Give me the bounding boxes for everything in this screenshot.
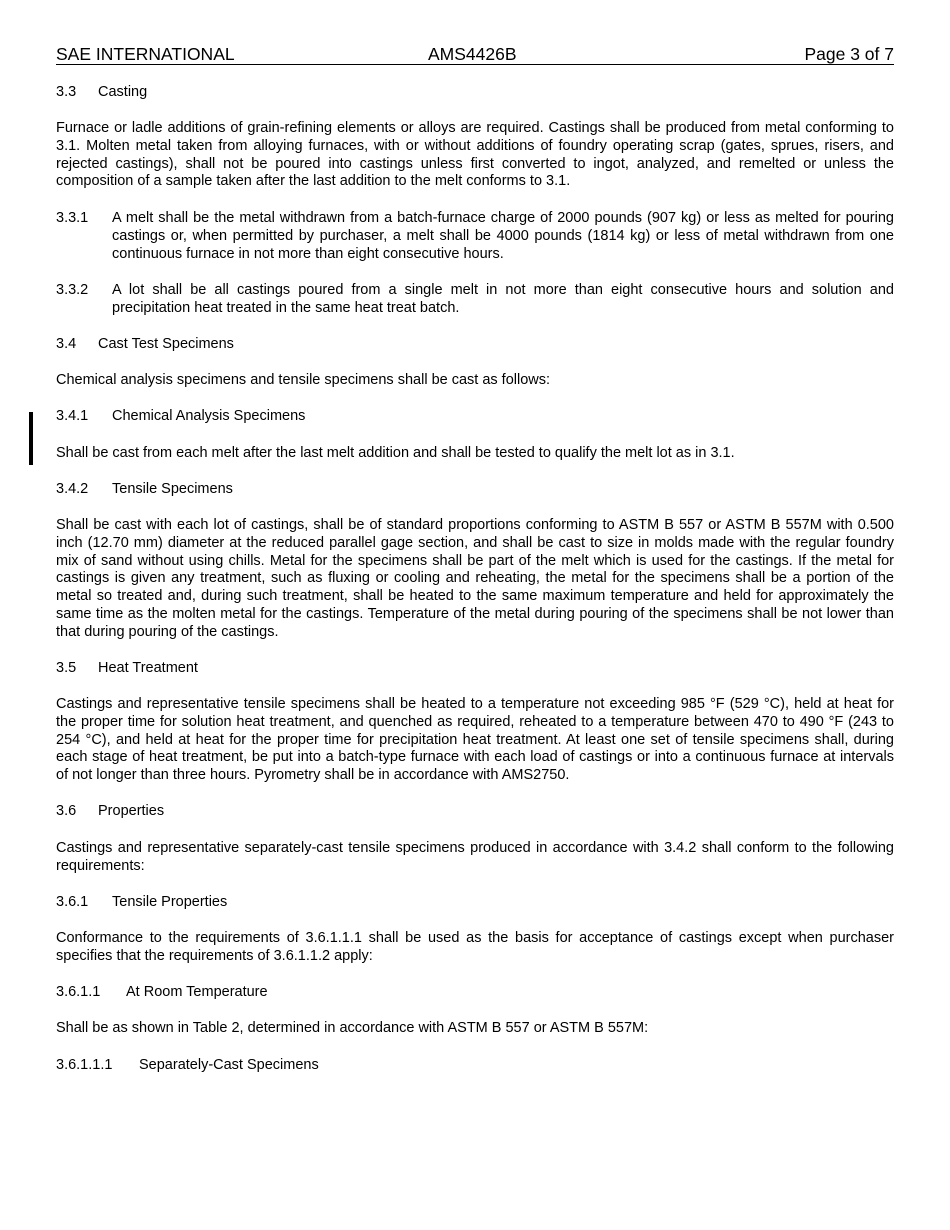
section-number: 3.3.2 bbox=[56, 282, 89, 298]
page-header bbox=[56, 44, 894, 65]
section-3-6-1-paragraph: Conformance to the requirements of 3.6.1.1.1 shall be used as the basis for acceptance of castings except when purchaser specifies that the requirements of 3.6.1.1.2 apply: bbox=[56, 930, 894, 964]
section-title: Tensile Specimens bbox=[112, 481, 233, 497]
section-number: 3.5 bbox=[56, 660, 77, 676]
section-3-5-heading bbox=[56, 660, 894, 678]
section-title: Cast Test Specimens bbox=[98, 336, 234, 352]
section-title: Chemical Analysis Specimens bbox=[112, 408, 306, 424]
section-number: 3.4.2 bbox=[56, 481, 89, 497]
section-3-4-heading bbox=[56, 336, 894, 354]
section-title: At Room Temperature bbox=[126, 984, 268, 1000]
section-3-3-heading bbox=[56, 84, 894, 102]
section-3-5-paragraph: Castings and representative tensile specimens shall be heated to a temperature not exceeding 985 °F (529 °C), held at heat for the proper time for solution heat treatment, and quenched as required, reheated to a temperature between 470 to 490 °F (243 to 254 °C), and held at heat for the proper time for precipitation heat treatment. At least one set of tensile specimens shall, during each stage of heat treatment, be put into a batch-type furnace with each load of castings or into a continuous furnace at intervals of not longer than three hours. Pyrometry shall be in accordance with AMS2750. bbox=[56, 696, 894, 784]
section-3-6-1-heading bbox=[56, 894, 894, 912]
header-page-number: Page 3 of 7 bbox=[804, 44, 894, 64]
section-number: 3.6.1.1.1 bbox=[56, 1057, 113, 1073]
section-title: Casting bbox=[98, 84, 148, 100]
section-3-3-1-paragraph: A melt shall be the metal withdrawn from a batch-furnace charge of 2000 pounds (907 kg) or less as melted for pouring castings or, when permitted by purchaser, a melt shall be 4000 pounds (1814 kg) or less of metal withdrawn from one continuous furnace in not more than eight consecutive hours. bbox=[112, 210, 894, 262]
section-3-6-1-1-paragraph: Shall be as shown in Table 2, determined in accordance with ASTM B 557 or ASTM B 557M: bbox=[56, 1020, 649, 1036]
section-title: Heat Treatment bbox=[98, 660, 198, 676]
section-number: 3.4 bbox=[56, 336, 77, 352]
section-title: Properties bbox=[98, 803, 165, 819]
section-number: 3.6.1 bbox=[56, 894, 89, 910]
section-3-6-heading bbox=[56, 803, 894, 821]
section-title: Tensile Properties bbox=[112, 894, 228, 910]
section-3-3-paragraph: Furnace or ladle additions of grain-refining elements or alloys are required. Castings shall be produced from metal conforming to 3.1. Molten metal taken from alloying furnaces, with or without additions of foundry operating scrap (gates, sprues, risers, and rejected castings), shall not be poured into castings unless first converted to ingot, analyzed, and remelted or unless the composition of a sample taken after the last addition to the melt conforms to 3.1. bbox=[56, 120, 894, 190]
section-3-3-2 bbox=[56, 282, 894, 318]
section-number: 3.6.1.1 bbox=[56, 984, 101, 1000]
section-3-6-1-1-heading bbox=[56, 984, 894, 1002]
section-3-6-paragraph: Castings and representative separately-cast tensile specimens produced in accordance with 3.4.2 shall conform to the following requirements: bbox=[56, 840, 894, 874]
section-3-4-1-paragraph: Shall be cast from each melt after the last melt addition and shall be tested to qualify the melt lot as in 3.1. bbox=[56, 445, 735, 461]
section-3-4-2-heading bbox=[56, 481, 894, 499]
section-number: 3.3.1 bbox=[56, 210, 89, 226]
section-3-3-2-paragraph: A lot shall be all castings poured from a single melt in not more than eight consecutive hours and solution and precipitation heat treated in the same heat treat batch. bbox=[112, 282, 894, 316]
section-3-4-paragraph: Chemical analysis specimens and tensile specimens shall be cast as follows: bbox=[56, 372, 551, 388]
header-organization: SAE INTERNATIONAL bbox=[56, 44, 235, 64]
revision-change-bar bbox=[29, 412, 33, 465]
section-3-6-1-1-1-heading bbox=[56, 1057, 894, 1075]
section-3-3-1 bbox=[56, 210, 894, 263]
section-number: 3.6 bbox=[56, 803, 77, 819]
section-3-4-1-heading bbox=[56, 408, 894, 426]
section-title: Separately-Cast Specimens bbox=[139, 1057, 319, 1073]
section-number: 3.3 bbox=[56, 84, 77, 100]
header-document-number: AMS4426B bbox=[428, 44, 517, 64]
section-number: 3.4.1 bbox=[56, 408, 89, 424]
section-3-4-2-paragraph: Shall be cast with each lot of castings, shall be of standard proportions conforming to ASTM B 557 or ASTM B 557M with 0.500 inch (12.70 mm) diameter at the reduced parallel gage section, and shall be cast to size in molds made with the regular foundry mix of sand without using chills. Metal for the specimens shall be part of the melt which is used for the castings. If the metal for castings is given any treatment, such as fluxing or cooling and reheating, the metal for the specimens shall be a portion of the metal so treated and, during such treatment, shall be heated to the same maximum temperature and held for approximately the same time as the molten metal for the castings. Temperature of the metal during pouring of the specimens shall be not lower than that during pouring of the castings. bbox=[56, 517, 894, 640]
